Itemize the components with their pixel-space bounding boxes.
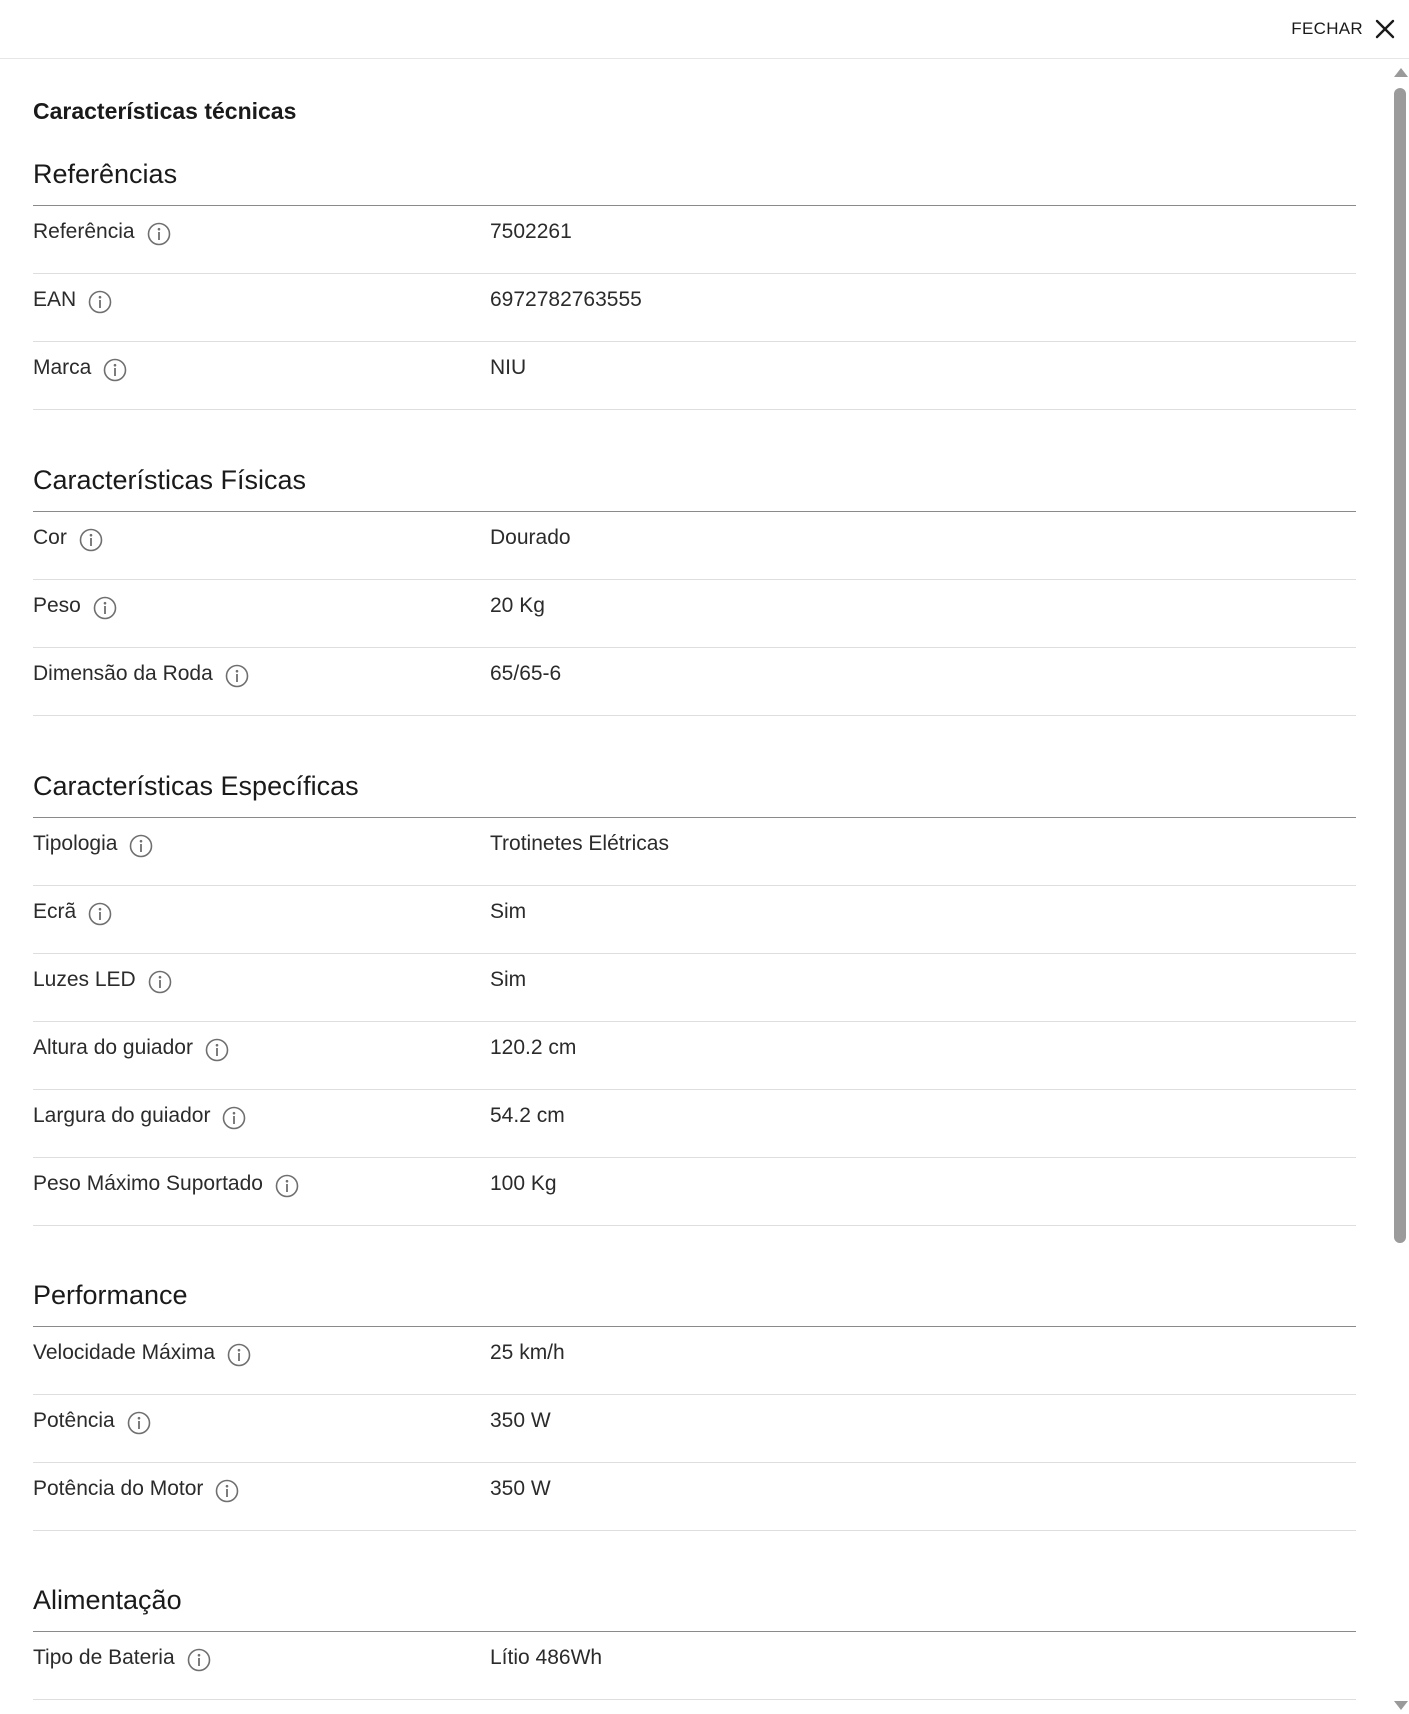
spec-row (33, 954, 1356, 1022)
spec-row (33, 206, 1356, 274)
spec-label-group (33, 900, 112, 924)
spec-row (33, 648, 1356, 716)
spec-row (33, 512, 1356, 580)
spec-value: 120.2 cm (490, 1036, 577, 1059)
spec-label-group (33, 968, 172, 992)
spec-value: 20 Kg (490, 594, 545, 617)
spec-value: 100 Kg (490, 1172, 557, 1195)
spec-label: Dimensão da Roda (33, 662, 213, 685)
spec-label-group (33, 1104, 246, 1128)
spec-label: Velocidade Máxima (33, 1341, 216, 1364)
spec-section (33, 157, 1356, 410)
spec-label: Peso Máximo Suportado (33, 1172, 263, 1195)
spec-label: EAN (33, 288, 77, 311)
info-icon[interactable] (88, 290, 112, 314)
spec-section (33, 1278, 1356, 1531)
spec-value: Trotinetes Elétricas (490, 832, 669, 855)
spec-row (33, 342, 1356, 410)
spec-row (33, 1022, 1356, 1090)
spec-value: Dourado (490, 526, 571, 549)
spec-label-group (33, 526, 103, 550)
info-icon[interactable] (225, 664, 249, 688)
spec-label: Largura do guiador (33, 1104, 211, 1127)
scrollbar-thumb[interactable] (1394, 88, 1406, 1243)
spec-value: 54.2 cm (490, 1104, 565, 1127)
spec-label-group (33, 220, 171, 244)
close-label: FECHAR (1291, 19, 1363, 38)
spec-label: Peso (33, 594, 81, 617)
info-icon[interactable] (88, 902, 112, 926)
spec-row (33, 886, 1356, 954)
spec-label-group (33, 1477, 239, 1501)
spec-label: Marca (33, 356, 92, 379)
spec-label: Potência (33, 1409, 115, 1432)
spec-section (33, 769, 1356, 1226)
info-icon[interactable] (127, 1411, 151, 1435)
info-icon[interactable] (227, 1343, 251, 1367)
spec-label: Altura do guiador (33, 1036, 193, 1059)
spec-label: Potência do Motor (33, 1477, 204, 1500)
scrollbar[interactable] (1390, 60, 1409, 1714)
spec-value: Lítio 486Wh (490, 1646, 603, 1669)
spec-label-group (33, 832, 153, 856)
spec-value: NIU (490, 356, 527, 379)
spec-label: Tipologia (33, 832, 118, 855)
spec-label: Cor (33, 526, 67, 549)
info-icon[interactable] (205, 1038, 229, 1062)
spec-row (33, 1395, 1356, 1463)
section-title: Performance (33, 1278, 1356, 1327)
spec-label: Referência (33, 220, 135, 243)
spec-row (33, 1327, 1356, 1395)
spec-row (33, 1090, 1356, 1158)
spec-label-group (33, 1036, 229, 1060)
spec-label-group (33, 288, 112, 312)
spec-row (33, 274, 1356, 342)
close-icon[interactable] (1375, 19, 1395, 39)
spec-value: 350 W (490, 1409, 551, 1432)
modal-header (0, 0, 1409, 59)
info-icon[interactable] (215, 1479, 239, 1503)
section-title: Referências (33, 157, 1356, 206)
spec-row (33, 1158, 1356, 1226)
spec-value: 7502261 (490, 220, 572, 243)
section-title: Características Específicas (33, 769, 1356, 818)
info-icon[interactable] (148, 970, 172, 994)
spec-label-group (33, 594, 117, 618)
spec-value: Sim (490, 968, 527, 991)
info-icon[interactable] (275, 1174, 299, 1198)
info-icon[interactable] (79, 528, 103, 552)
spec-label: Tipo de Bateria (33, 1646, 175, 1669)
specs-panel (0, 60, 1390, 1714)
spec-row (33, 580, 1356, 648)
spec-section (33, 1583, 1356, 1700)
info-icon[interactable] (129, 834, 153, 858)
page-title: Características técnicas (33, 98, 297, 124)
info-icon[interactable] (187, 1648, 211, 1672)
spec-section (33, 463, 1356, 716)
spec-row (33, 1632, 1356, 1700)
scroll-down-arrow-icon[interactable] (1394, 1701, 1408, 1710)
section-title: Alimentação (33, 1583, 1356, 1632)
spec-label-group (33, 662, 249, 686)
spec-label-group (33, 1646, 211, 1670)
spec-value: 350 W (490, 1477, 551, 1500)
info-icon[interactable] (103, 358, 127, 382)
close-button[interactable] (1291, 13, 1395, 45)
info-icon[interactable] (93, 596, 117, 620)
spec-row (33, 1463, 1356, 1531)
spec-value: Sim (490, 900, 527, 923)
spec-label: Luzes LED (33, 968, 136, 991)
scroll-up-arrow-icon[interactable] (1394, 68, 1408, 77)
info-icon[interactable] (147, 222, 171, 246)
spec-label-group (33, 1409, 151, 1433)
spec-value: 6972782763555 (490, 288, 642, 311)
info-icon[interactable] (222, 1106, 246, 1130)
spec-value: 65/65-6 (490, 662, 562, 685)
spec-label-group (33, 356, 127, 380)
spec-label-group (33, 1341, 251, 1365)
section-title: Características Físicas (33, 463, 1356, 512)
spec-label-group (33, 1172, 299, 1196)
spec-row (33, 818, 1356, 886)
spec-label: Ecrã (33, 900, 77, 923)
spec-value: 25 km/h (490, 1341, 565, 1364)
